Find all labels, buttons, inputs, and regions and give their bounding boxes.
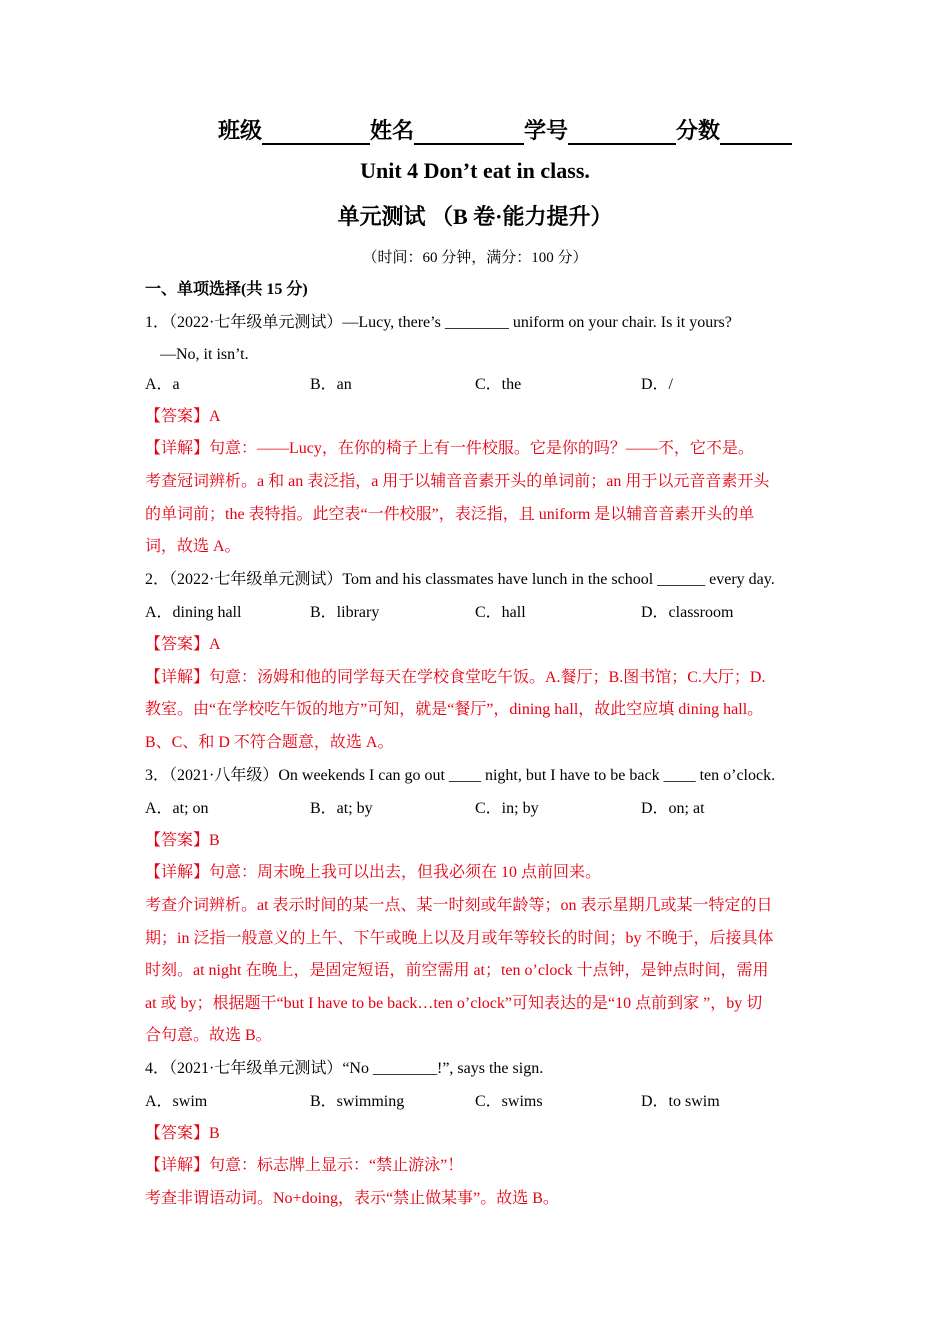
answer: 【答案】A [145, 636, 221, 653]
test-subtitle: 单元测试 （B 卷·能力提升） [337, 204, 613, 229]
option-b: B．library [310, 604, 380, 621]
option-c: C．in; by [475, 800, 539, 817]
answer: 【答案】A [145, 408, 221, 425]
option-b: B．an [310, 376, 352, 393]
explanation-line: at 或 by；根据题干“but I have to be back…ten o’clock”可知表达的是“10 点前到家 ”，by 切 [145, 995, 763, 1012]
explanation-line: 时刻。at night 在晚上，是固定短语，前空需用 at；ten o’clock 十点钟，是钟点时间，需用 [145, 962, 769, 979]
option-c: C．the [475, 376, 522, 393]
explanation-line: 考查冠词辨析。a 和 an 表泛指，a 用于以辅音音素开头的单词前；an 用于以元音音素开头 [145, 473, 770, 490]
option-c: C．swims [475, 1093, 543, 1110]
name-blank[interactable] [414, 117, 524, 145]
option-d: D．classroom [641, 604, 734, 621]
option-d: D．/ [641, 376, 674, 393]
explanation-line: 教室。由“在学校吃午饭的地方”可知，就是“餐厅”，dining hall，故此空应填 dining hall。 [145, 701, 764, 718]
option-b: B．swimming [310, 1093, 405, 1110]
option-b: B．at; by [310, 800, 373, 817]
explanation-line: 【详解】句意：标志牌上显示：“禁止游泳”！ [145, 1157, 464, 1174]
explanation-line: 【详解】句意：汤姆和他的同学每天在学校食堂吃午饭。A.餐厅；B.图书馆；C.大厅；D. [145, 669, 766, 686]
answer: 【答案】B [145, 832, 220, 849]
option-a: A．swim [145, 1093, 208, 1110]
question-stem: 2．（2022·七年级单元测试）Tom and his classmates have lunch in the school ______ every day. [145, 571, 775, 588]
explanation-line: 期；in 泛指一般意义的上午、下午或晚上以及月或年等较长的时间；by 不晚于，后接具体 [145, 930, 774, 947]
question-stem: 3．（2021·八年级）On weekends I can go out ____ night, but I have to be back ____ ten o’clock. [145, 767, 776, 784]
explanation-line: 的单词前；the 表特指。此空表“一件校服”，表泛指，且 uniform 是以辅音音素开头的单 [145, 506, 755, 523]
explanation-line: 合句意。故选 B。 [145, 1027, 272, 1044]
explanation-line: 考查介词辨析。at 表示时间的某一点、某一时刻或年龄等；on 表示星期几或某一特定的日 [145, 897, 773, 914]
number-blank[interactable] [568, 117, 676, 145]
question-stem: 1．（2022·七年级单元测试）—Lucy, there’s ________ uniform on your chair. Is it yours? [145, 314, 732, 331]
question-stem: 4．（2021·七年级单元测试）“No ________!”, says the sign. [145, 1060, 544, 1077]
option-c: C．hall [475, 604, 526, 621]
exam-info: （时间：60 分钟，满分：100 分） [362, 250, 588, 266]
student-info-line [218, 114, 818, 148]
number-label: 学号 [524, 118, 569, 143]
name-label: 姓名 [370, 118, 415, 143]
explanation-line: 【详解】句意：——Lucy，在你的椅子上有一件校服。它是你的吗？——不，它不是。 [145, 440, 754, 457]
option-a: A．at; on [145, 800, 209, 817]
explanation-line: 考查非谓语动词。No+doing，表示“禁止做某事”。故选 B。 [145, 1190, 559, 1207]
class-blank[interactable] [262, 117, 370, 145]
unit-title: Unit 4 Don’t eat in class. [360, 158, 590, 183]
option-d: D．on; at [641, 800, 705, 817]
explanation-line: 【详解】句意：周末晚上我可以出去，但我必须在 10 点前回来。 [145, 864, 602, 881]
score-label: 分数 [676, 118, 721, 143]
question-stem-continued: —No, it isn’t. [160, 346, 249, 363]
option-a: A．dining hall [145, 604, 242, 621]
class-label: 班级 [218, 118, 263, 143]
explanation-line: 词，故选 A。 [145, 538, 241, 555]
option-a: A．a [145, 376, 180, 393]
answer: 【答案】B [145, 1125, 220, 1142]
option-d: D．to swim [641, 1093, 720, 1110]
explanation-line: B、C、和 D 不符合题意，故选 A。 [145, 734, 394, 751]
score-blank[interactable] [720, 117, 792, 145]
section-heading: 一、单项选择(共 15 分) [145, 281, 308, 298]
